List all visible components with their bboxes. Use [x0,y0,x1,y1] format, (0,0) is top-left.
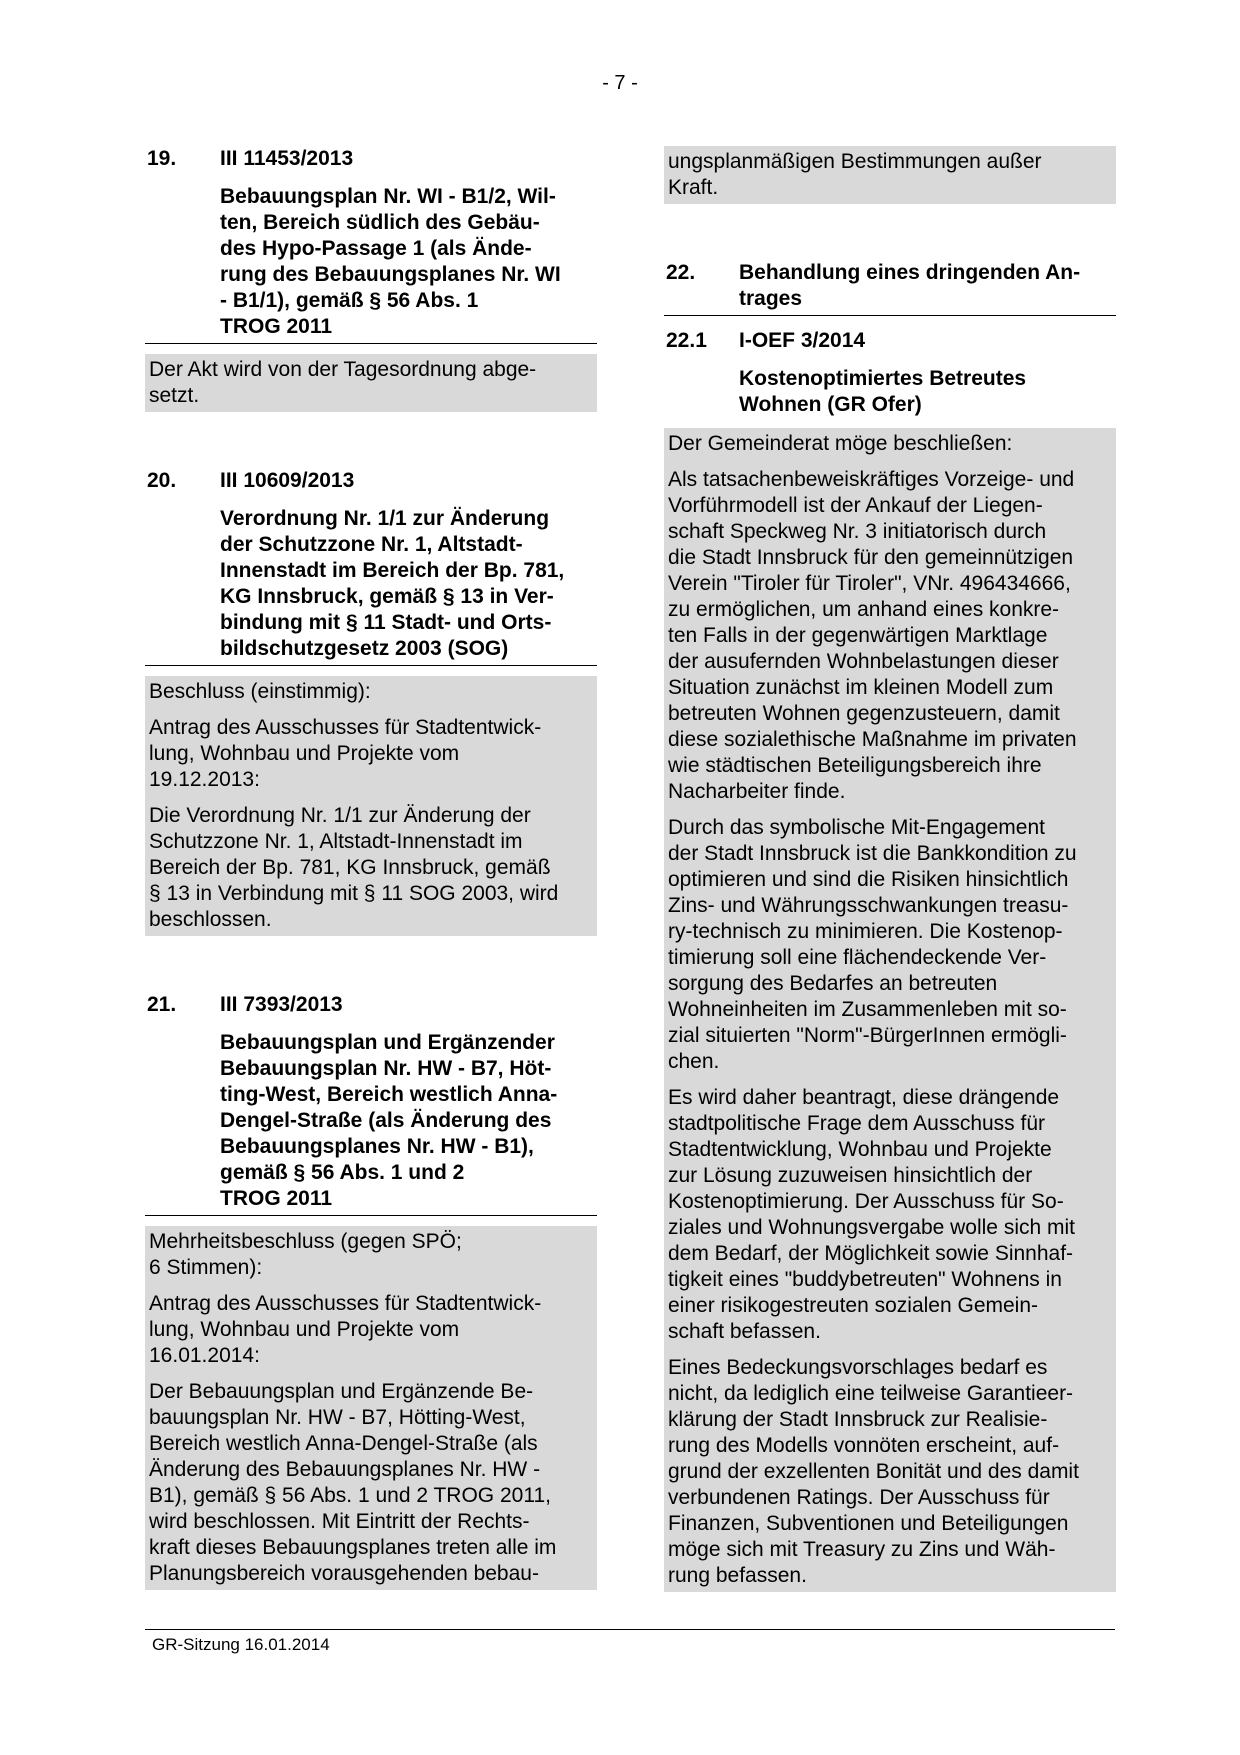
item-19-heading [145,146,597,344]
text-line: § 13 in Verbindung mit § 11 SOG 2003, wird [149,882,559,905]
text-line: 16.01.2014: [149,1344,260,1367]
text-line: Situation zunächst im kleinen Modell zum [668,676,1054,699]
item-19-title [220,184,597,340]
text-line: rung des Modells vonnöten erscheint, auf- [668,1434,1060,1457]
text-line: des Hypo-Passage 1 (als Ände- [220,237,532,260]
agenda-item-21 [145,992,597,1590]
text-line: 6 Stimmen): [149,1256,263,1279]
text-line: Kraft. [668,176,719,199]
item-21-title [220,1030,597,1212]
paragraph [149,715,593,793]
text-line: B1), gemäß § 56 Abs. 1 und 2 TROG 2011, [149,1484,551,1507]
paragraph [668,815,1112,1075]
text-line: zial situierten "Norm"-BürgerInnen ermögli- [668,1024,1067,1047]
text-line: diese sozialethische Maßnahme im privaten [668,728,1077,751]
paragraph [149,1291,593,1369]
text-line: gemäß § 56 Abs. 1 und 2 [220,1161,465,1184]
item-22-title [739,260,1116,312]
item-19-number: 19. [147,147,177,170]
item-22-1-heading [664,328,1116,418]
text-line: bildschutzgesetz 2003 (SOG) [220,637,509,660]
paragraph [668,1085,1112,1345]
item-19-decision-box [145,354,597,412]
text-line: chen. [668,1050,720,1073]
text-line: der ausufernden Wohnbelastungen dieser [668,650,1059,673]
agenda-item-20 [145,468,597,936]
text-line: zur Lösung zuzuweisen hinsichtlich der [668,1164,1033,1187]
continuation-text [668,149,1112,201]
text-line: klärung der Stadt Innsbruck zur Realisie- [668,1408,1048,1431]
text-line: bauungsplan Nr. HW - B7, Hötting-West, [149,1406,526,1429]
paragraph [668,467,1112,805]
text-line: sorgung des Bedarfes an betreuten [668,972,998,995]
text-line: lung, Wohnbau und Projekte vom [149,1318,460,1341]
item-20-decision-box [145,676,597,936]
item-22-1-motion-box [664,428,1116,1592]
text-line: wird beschlossen. Mit Eintritt der Rechts- [149,1510,530,1533]
item-21-continuation-box [664,146,1116,204]
item-21-heading [145,992,597,1216]
text-line: ting-West, Bereich westlich Anna- [220,1083,558,1106]
text-line: kraft dieses Bebauungsplanes treten alle im [149,1536,557,1559]
text-line: ten Falls in der gegenwärtigen Marktlage [668,624,1048,647]
text-line: trages [739,287,803,310]
text-line: einer risikogestreuten sozialen Gemein- [668,1294,1039,1317]
text-line: Es wird daher beantragt, diese drängende [668,1086,1060,1109]
item-22-1-ref: I-OEF 3/2014 [739,329,866,352]
text-line: Die Verordnung Nr. 1/1 zur Änderung der [149,804,531,827]
text-line: Stadtentwicklung, Wohnbau und Projekte [668,1138,1052,1161]
paragraph [668,1355,1112,1589]
text-line: Dengel-Straße (als Änderung des [220,1109,552,1132]
text-line: rung des Bebauungsplanes Nr. WI [220,263,561,286]
text-line: stadtpolitische Frage dem Ausschuss für [668,1112,1046,1135]
text-line: Bereich der Bp. 781, KG Innsbruck, gemäß [149,856,551,879]
text-line: zu ermöglichen, um anhand eines konkre- [668,598,1060,621]
text-line: Verein "Tiroler für Tiroler", VNr. 496434666, [668,572,1071,595]
text-line: Kostenoptimierung. Der Ausschuss für So- [668,1190,1064,1213]
text-line: Antrag des Ausschusses für Stadtentwick- [149,1292,542,1315]
text-line: Der Gemeinderat möge beschließen: [668,432,1013,455]
left-column [145,146,597,1590]
paragraph [149,679,593,705]
text-line: Bebauungsplanes Nr. HW - B1), [220,1135,534,1158]
text-line: schaft Speckweg Nr. 3 initiatorisch durch [668,520,1047,543]
text-line: Änderung des Bebauungsplanes Nr. HW - [149,1458,541,1481]
paragraph [668,431,1112,457]
text-line: rung befassen. [668,1564,807,1587]
paragraph [149,803,593,933]
text-line: Kostenoptimiertes Betreutes [739,367,1027,390]
item-22-1-number: 22.1 [666,329,707,352]
item-22-number: 22. [666,261,696,284]
agenda-item-22 [664,260,1116,316]
paragraph [149,1229,593,1281]
text-line: lung, Wohnbau und Projekte vom [149,742,460,765]
item-22-1-title [739,366,1116,418]
agenda-item-19 [145,146,597,412]
text-line: möge sich mit Treasury zu Zins und Wäh- [668,1538,1056,1561]
item-19-ref: III 11453/2013 [220,147,354,170]
footer-text: GR-Sitzung 16.01.2014 [152,1635,330,1654]
text-line: ten, Bereich südlich des Gebäu- [220,211,540,234]
text-line: Bereich westlich Anna-Dengel-Straße (als [149,1432,538,1455]
text-line: Als tatsachenbeweiskräftiges Vorzeige- und [668,468,1075,491]
text-line: Nacharbeiter finde. [668,780,846,803]
right-column [664,146,1116,1592]
text-line: - B1/1), gemäß § 56 Abs. 1 [220,289,479,312]
text-line: ungsplanmäßigen Bestimmungen außer [668,150,1042,173]
text-line: Innenstadt im Bereich der Bp. 781, [220,559,565,582]
text-line: bindung mit § 11 Stadt- und Orts- [220,611,552,634]
text-line: Zins- und Währungsschwankungen treasu- [668,894,1069,917]
item-20-ref: III 10609/2013 [220,469,355,492]
text-line: timierung soll eine flächendeckende Ver- [668,946,1047,969]
text-line: grund der exzellenten Bonität und des damit [668,1460,1079,1483]
footer-rule [145,1629,1115,1630]
text-line: der Schutzzone Nr. 1, Altstadt- [220,533,523,556]
paragraph [149,357,593,409]
text-line: Wohneinheiten im Zusammenleben mit so- [668,998,1067,1021]
text-line: TROG 2011 [220,315,333,338]
item-22-heading [664,260,1116,316]
text-line: setzt. [149,384,200,407]
agenda-item-22-1 [664,328,1116,1592]
text-line: Mehrheitsbeschluss (gegen SPÖ; [149,1230,462,1253]
item-21-number: 21. [147,993,177,1016]
text-line: ziales und Wohnungsvergabe wolle sich mit [668,1216,1075,1239]
text-line: Eines Bedeckungsvorschlages bedarf es [668,1356,1048,1379]
text-line: der Stadt Innsbruck ist die Bankkondition zu [668,842,1077,865]
text-line: 19.12.2013: [149,768,260,791]
item-21-decision-box [145,1226,597,1590]
paragraph [149,1379,593,1587]
text-line: Wohnen (GR Ofer) [739,393,922,416]
text-line: Durch das symbolische Mit-Engagement [668,816,1045,839]
page-number: - 7 - [602,72,638,94]
text-line: wie städtischen Beteiligungsbereich ihre [668,754,1042,777]
text-line: Behandlung eines dringenden An- [739,261,1081,284]
text-line: KG Innsbruck, gemäß § 13 in Ver- [220,585,554,608]
text-line: Verordnung Nr. 1/1 zur Änderung [220,507,550,530]
text-line: schaft befassen. [668,1320,821,1343]
item-21-ref: III 7393/2013 [220,993,343,1016]
text-line: Der Bebauungsplan und Ergänzende Be- [149,1380,534,1403]
text-line: TROG 2011 [220,1187,333,1210]
text-line: Bebauungsplan Nr. WI - B1/2, Wil- [220,185,556,208]
text-line: betreuten Wohnen gegenzusteuern, damit [668,702,1060,725]
text-line: Schutzzone Nr. 1, Altstadt-Innenstadt im [149,830,523,853]
text-line: die Stadt Innsbruck für den gemeinnützigen [668,546,1074,569]
text-line: optimieren und sind die Risiken hinsichtlich [668,868,1069,891]
text-line: beschlossen. [149,908,272,931]
text-line: nicht, da lediglich eine teilweise Garantieer- [668,1382,1074,1405]
item-20-number: 20. [147,469,177,492]
text-line: dem Bedarf, der Möglichkeit sowie Sinnhaf- [668,1242,1074,1265]
item-20-heading [145,468,597,666]
text-line: Vorführmodell ist der Ankauf der Liegen- [668,494,1043,517]
text-line: tigkeit eines "buddybetreuten" Wohnens in [668,1268,1062,1291]
text-line: Finanzen, Subventionen und Beteiligungen [668,1512,1069,1535]
text-line: Bebauungsplan Nr. HW - B7, Höt- [220,1057,552,1080]
text-line: verbundenen Ratings. Der Ausschuss für [668,1486,1050,1509]
item-20-title [220,506,597,662]
text-line: ry-technisch zu minimieren. Die Kostenop- [668,920,1063,943]
text-line: Planungsbereich vorausgehenden bebau- [149,1562,539,1585]
text-line: Beschluss (einstimmig): [149,680,371,703]
text-line: Bebauungsplan und Ergänzender [220,1031,555,1054]
text-line: Antrag des Ausschusses für Stadtentwick- [149,716,542,739]
text-line: Der Akt wird von der Tagesordnung abge- [149,358,537,381]
